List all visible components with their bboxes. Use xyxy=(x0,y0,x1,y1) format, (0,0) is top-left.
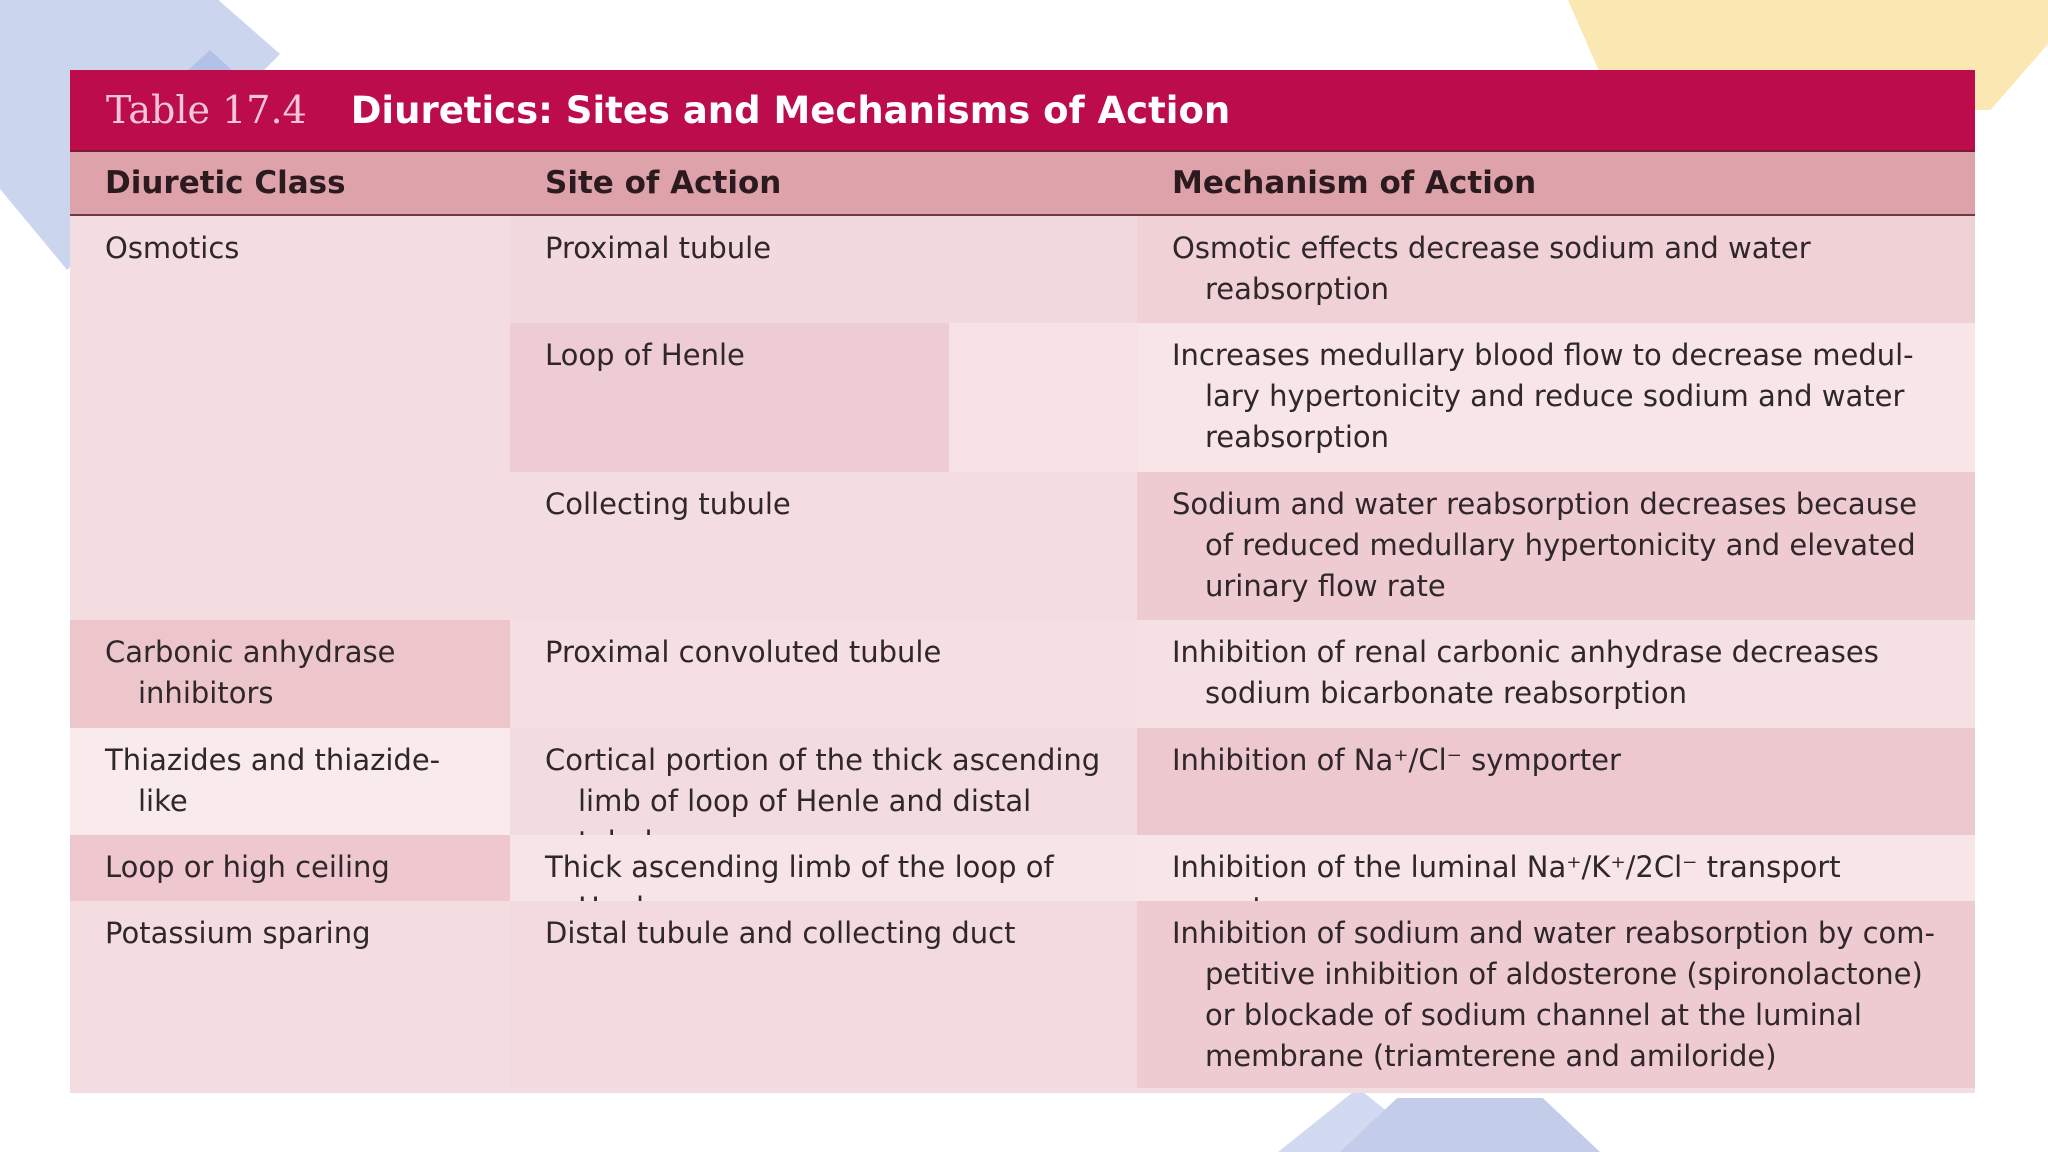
table-cell-site: Proximal convoluted tubule xyxy=(510,620,1137,728)
header-diuretic-class: Diuretic Class xyxy=(105,165,346,201)
header-mechanism-of-action: Mechanism of Action xyxy=(1172,165,1537,201)
table-number: Table 17.4 xyxy=(106,88,307,132)
table-cell-site: Cortical portion of the thick ascending limb of loop of Henle and distal xyxy=(510,728,1137,835)
table-cell-class: Osmotics xyxy=(70,216,510,620)
table-cell-mechanism: Inhibition of the luminal Na⁺/K⁺/2Cl⁻ transport xyxy=(1137,835,1975,901)
table-body xyxy=(70,216,1975,1088)
table-cell-mechanism: Increases medullary blood flow to decrease medul-lary hypertonicity and reduce sodium and water reabsorption xyxy=(1137,323,1975,472)
table-header-row xyxy=(70,152,1975,216)
table-title-bar xyxy=(70,70,1975,152)
table-cell-site: Loop of Henle xyxy=(510,323,1137,472)
header-site-of-action: Site of Action xyxy=(545,165,782,201)
table-cell-mechanism: Inhibition of sodium and water reabsorption by com-petitive inhibition of aldosterone (spironolactone) or blockade of sodium channel at the luminal membrane (triamterene and amiloride) xyxy=(1137,901,1975,1088)
table-cell-class: Loop or high ceiling xyxy=(70,835,510,901)
table-cell-site: Thick ascending limb of the loop of xyxy=(510,835,1137,901)
table-cell-mechanism: Osmotic effects decrease sodium and water reabsorption xyxy=(1137,216,1975,323)
table-cell-site: Proximal tubule xyxy=(510,216,1137,323)
table-title: Diuretics: Sites and Mechanisms of Action xyxy=(350,88,1231,132)
table-cell-site: Distal tubule and collecting duct xyxy=(510,901,1137,1088)
table-cell-mechanism: Inhibition of Na⁺/Cl⁻ symporter xyxy=(1137,728,1975,835)
diuretics-table xyxy=(70,70,1975,1093)
table-cell-site: Collecting tubule xyxy=(510,472,1137,620)
table-cell-class: Thiazides and thiazide-like xyxy=(70,728,510,835)
table-cell-class: Potassium sparing xyxy=(70,901,510,1088)
table-cell-mechanism: Sodium and water reabsorption decreases because of reduced medullary hypertonicity and elevated urinary flow rate xyxy=(1137,472,1975,620)
table-cell-class: Carbonic anhydrase inhibitors xyxy=(70,620,510,728)
table-cell-mechanism: Inhibition of renal carbonic anhydrase decreases sodium bicarbonate reabsorption xyxy=(1137,620,1975,728)
